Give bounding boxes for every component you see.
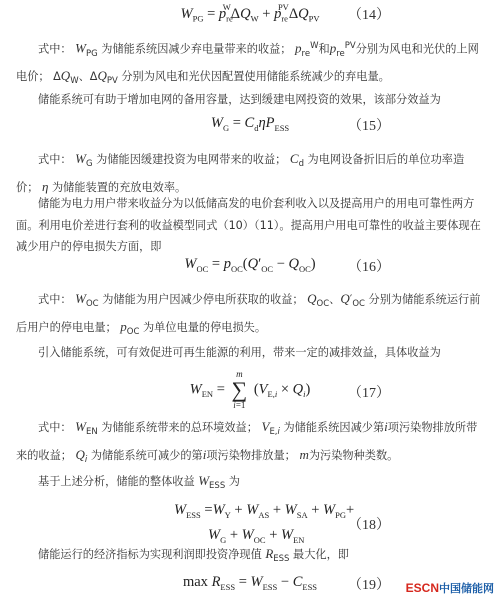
paragraph-4: 储能为电力用户带来收益分为以低储高发的电价套利收入以及提高用户的用电可靠性两方面。利用电价差进行套利的收益模型同式（10）（11）。提高用户用电可靠性的收益主要体现在减少用户的停电损失方面，即 — [16, 197, 481, 253]
paragraph-3-text-c: 为电网设备折旧后的单位功率造价； — [16, 153, 465, 194]
paragraph-6: 引入储能系统，可有效促进可再生能源的利用，带来一定的减排效益，具体收益为 — [38, 346, 441, 359]
paragraph-5-text-c: 分别为储能系统运行前后用户的停电电量； — [16, 293, 481, 334]
equation-18 — [0, 500, 500, 544]
paragraph-7-text-e: 为储能系统可减少的第 — [90, 448, 203, 462]
paragraph-1-lead: 式中： — [38, 42, 72, 56]
equation-18-formula: $W_{ESS} =W_Y + W_{AS} + W_{SA} + W_{PG}+$ $W_G + W_{OC} + W_{EN}$ — [174, 502, 355, 545]
paragraph-5-lead: 式中： — [38, 293, 72, 306]
paragraph-1-text-d: 分别为风电和光伏因配置使用储能系统减少的弃电量。 — [121, 70, 390, 84]
logo-brand: ESCN — [405, 581, 439, 595]
equation-17-number: （17） — [348, 386, 390, 401]
escn-logo — [406, 580, 494, 596]
equation-14-formula: $W_{PG} = p_{re}^W\Delta Q_W + p_{re}^{PV}\Delta Q_{PV}$ — [180, 2, 320, 24]
equation-17 — [0, 368, 500, 414]
logo-chinese-name: 中国储能网 — [439, 583, 494, 595]
equation-18-number: （18） — [348, 518, 390, 533]
paragraph-7-text-b: 为储能系统带来的总环境效益； — [101, 421, 258, 434]
paragraph-9: 储能运行的经济指标为实现利润即投资净现值 $R_{ESS}$ 最大化，即 — [38, 546, 349, 565]
equation-15 — [0, 115, 500, 141]
equation-16-number: （16） — [348, 260, 390, 275]
paragraph-7-lead: 式中： — [38, 421, 72, 434]
equation-15-number: （15） — [348, 119, 390, 134]
paragraph-9-text: 储能运行的经济指标为实现利润即投资净现值 — [38, 548, 262, 561]
paragraph-3-text-b: 为储能因缓建投资为电网带来的收益； — [96, 153, 287, 166]
paragraph-2: 储能系统可有助于增加电网的备用容量，达到缓建电网投资的效果，该部分效益为 — [38, 93, 441, 106]
equation-19-formula: $\max R_{ESS} = W_{ESS} - C_{ESS}$ — [182, 574, 318, 592]
equation-14 — [0, 4, 500, 30]
paragraph-8-text: 基于上述分析，储能的整体收益 — [38, 475, 195, 488]
paragraph-3: 式中： $W_G$ 为储能因缓建投资为电网带来的收益； $C_d$ 为电网设备折旧后的单位功率造价； η 为储能装置的充放电效率。 — [16, 151, 465, 194]
paragraph-5: 式中： $W_{OC}$ 为储能为用户因减少停电所获取的收益； $Q_{OC}$、$Q'_{OC}$ 分别为储能系统运行前后用户的停电电量； $p_{OC}$ 为单位电量的停电损失。 — [16, 291, 481, 337]
paragraph-1: 式中： $W_{PG}$ 为储能系统因减少弃电量带来的收益； $p_{re}^W$和$p_{re}^{PV}$分别为风电和光伏的上网电价； $\Delta Q_W$、$\Delta Q_{PV}$ 分别为风电和光伏因配置使用储能系统减少的弃电量。 — [16, 40, 479, 87]
paragraph-7-text-g: 为污染物种类数。 — [308, 448, 399, 462]
paragraph-3-lead: 式中： — [38, 153, 72, 166]
equation-16-formula: $W_{OC} = p_{OC}(Q'_{OC} - Q_{OC})$ — [184, 256, 316, 274]
paragraph-9-text-b: 最大化，即 — [293, 548, 349, 561]
paragraph-8: 基于上述分析，储能的整体收益 $W_{ESS}$ 为 — [38, 473, 240, 492]
equation-19-number: （19） — [348, 578, 390, 593]
equation-17-formula: $W_{EN}$ = m ∑ i=1 $(V_{E,i} \times Q_i)$ — [189, 369, 311, 410]
paragraph-7-text-d: 项污染物排放所带来的收益； — [16, 421, 478, 462]
summation-symbol: m ∑ i=1 — [231, 369, 248, 410]
paragraph-1-text-b: 为储能系统因减少弃电量带来的收益； — [101, 42, 292, 56]
paragraph-3-text-d: 为储能装置的充放电效率。 — [51, 180, 187, 194]
equation-14-number: （14） — [348, 8, 390, 23]
paragraph-5-text-d: 为单位电量的停电损失。 — [142, 320, 267, 334]
equation-16 — [0, 256, 500, 282]
paragraph-8-text-b: 为 — [228, 475, 240, 488]
paragraph-7-text-f: 项污染物排放量； — [206, 448, 296, 462]
equation-15-formula: $W_G = C_d\eta P_{ESS}$ — [210, 115, 290, 133]
paragraph-7-text-c: 为储能系统因减少第 — [283, 421, 385, 434]
paragraph-1-text-c: 分别为风电和光伏的上网电价； — [16, 42, 479, 84]
paragraph-5-text-b: 为储能为用户因减少停电所获取的收益； — [102, 293, 304, 306]
paragraph-7: 式中： $W_{EN}$ 为储能系统带来的总环境效益； $V_{E,i}$ 为储能系统因减少第i项污染物排放所带来的收益； $Q_i$ 为储能系统可减少的第i项污染物排放量； m为污染物种类数。 — [16, 419, 478, 465]
